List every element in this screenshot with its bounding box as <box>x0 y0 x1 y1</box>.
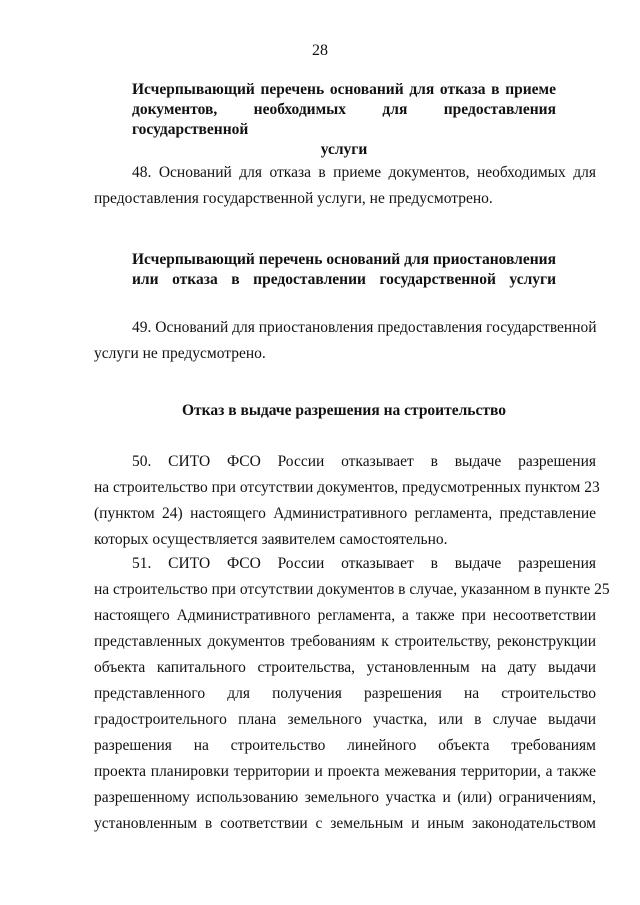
paragraph-49 <box>94 315 596 367</box>
paragraph-line: на строительство при отсутствии документов в случае, указанном в пункте 25 <box>94 581 610 598</box>
heading-line: Отказ в выдаче разрешения на строительство <box>181 402 507 419</box>
paragraph-line: представленных документов требованиям к строительству, реконструкции <box>94 633 596 650</box>
heading-line: или отказа в предоставлении государственной услуги <box>132 271 556 288</box>
paragraph-line: 49. Оснований для приостановления предоставления государственной <box>132 319 597 336</box>
page-number: 28 <box>312 42 328 59</box>
paragraph-51 <box>94 551 610 837</box>
paragraph-line: объекта капитального строительства, установленным на дату выдачи <box>94 659 596 676</box>
paragraph-line: которых осуществляется заявителем самостоятельно. <box>94 531 448 548</box>
paragraph-line: на строительство при отсутствии документов, предусмотренных пунктом 23 <box>94 479 600 496</box>
paragraph-line: (пунктом 24) настоящего Административного регламента, представление <box>94 505 596 522</box>
heading-line: документов, необходимых для предоставления государственной <box>132 101 556 138</box>
heading-suspension-refusal <box>132 250 556 290</box>
heading-line: Исчерпывающий перечень оснований для приостановления <box>132 251 556 268</box>
paragraph-line: предоставления государственной услуги, не предусмотрено. <box>94 190 493 207</box>
paragraph-line: услуги не предусмотрено. <box>94 345 266 362</box>
paragraph-line: градостроительного плана земельного участка, или в случае выдачи <box>94 711 596 728</box>
heading-line: услуги <box>320 141 368 158</box>
heading-line: Исчерпывающий перечень оснований для отказа в приеме <box>132 81 556 98</box>
paragraph-line: проекта планировки территории и проекта межевания территории, а также <box>94 763 596 780</box>
paragraph-line: установленным в соответствии с земельным и иным законодательством <box>94 815 596 832</box>
paragraph-line: разрешения на строительство линейного объекта требованиям <box>94 737 596 754</box>
paragraph-48 <box>94 160 596 212</box>
paragraph-line: 50. СИТО ФСО России отказывает в выдаче разрешения <box>132 453 596 470</box>
paragraph-line: представленного для получения разрешения на строительство <box>94 685 596 702</box>
heading-refusal-acceptance <box>132 80 556 160</box>
paragraph-line: разрешенному использованию земельного участка и (или) ограничениям, <box>94 789 596 806</box>
paragraph-line: 51. СИТО ФСО России отказывает в выдаче разрешения <box>132 555 596 572</box>
paragraph-line: 48. Оснований для отказа в приеме документов, необходимых для <box>132 164 596 181</box>
paragraph-line: настоящего Административного регламента, а также при несоответствии <box>94 607 596 624</box>
paragraph-50 <box>94 449 600 553</box>
heading-construction-permit-refusal <box>132 401 556 421</box>
